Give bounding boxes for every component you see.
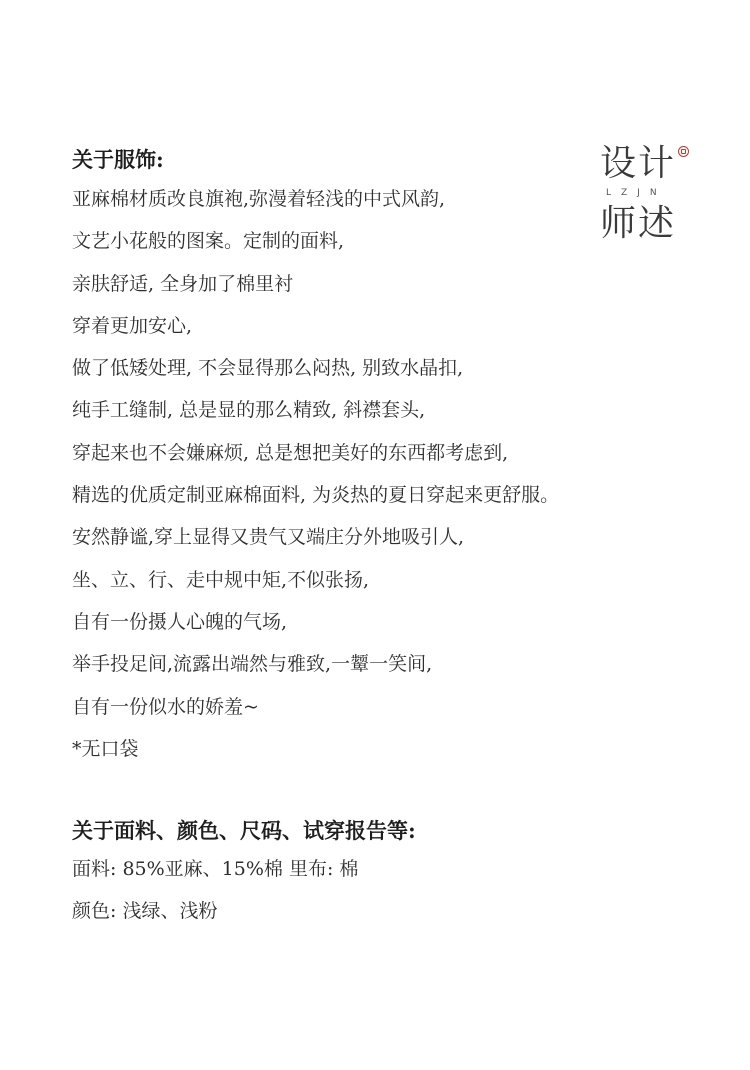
description-line: 纯手工缝制, 总是显的那么精致, 斜襟套头, (72, 399, 426, 422)
description-line: 自有一份似水的娇羞~ (72, 695, 259, 718)
no-pocket-note: *无口袋 (72, 737, 139, 760)
fabric-line: 面料: 85%亚麻、15%棉 里布: 棉 (72, 858, 359, 880)
section-title-fabric: 关于面料、颜色、尺码、试穿报告等: (72, 818, 416, 843)
logo-text-top: 设计 (600, 143, 677, 184)
description-line: 自有一份摄人心魄的气场, (72, 610, 288, 633)
description-line: 精选的优质定制亚麻棉面料, 为炎热的夏日穿起来更舒服。 (72, 484, 560, 507)
description-line: 文艺小花般的图案。定制的面料, (72, 230, 345, 253)
description-line: 亲肤舒适, 全身加了棉里衬 (72, 272, 294, 295)
clothing-description-section (72, 142, 692, 770)
description-line: 做了低矮处理, 不会显得那么闷热, 别致水晶扣, (72, 357, 464, 380)
description-line: 安然静谧,穿上显得又贵气又端庄分外地吸引人, (72, 526, 465, 549)
logo-text-bottom: 师述 (600, 203, 677, 244)
fabric-info-section (72, 814, 692, 932)
description-line: 穿起来也不会嫌麻烦, 总是想把美好的东西都考虑到, (72, 441, 509, 464)
logo-subtext: LZJN (606, 188, 667, 198)
color-line: 颜色: 浅绿、浅粉 (72, 900, 218, 922)
description-line: 亚麻棉材质改良旗袍,弥漫着轻浅的中式风韵, (72, 188, 446, 210)
section-title-clothing: 关于服饰: (72, 147, 164, 172)
description-line: 举手投足间,流露出端然与雅致,一颦一笑间, (72, 653, 433, 676)
description-line: 穿着更加安心, (72, 314, 193, 337)
description-line: 坐、立、行、走中规中矩,不似张扬, (72, 568, 370, 591)
